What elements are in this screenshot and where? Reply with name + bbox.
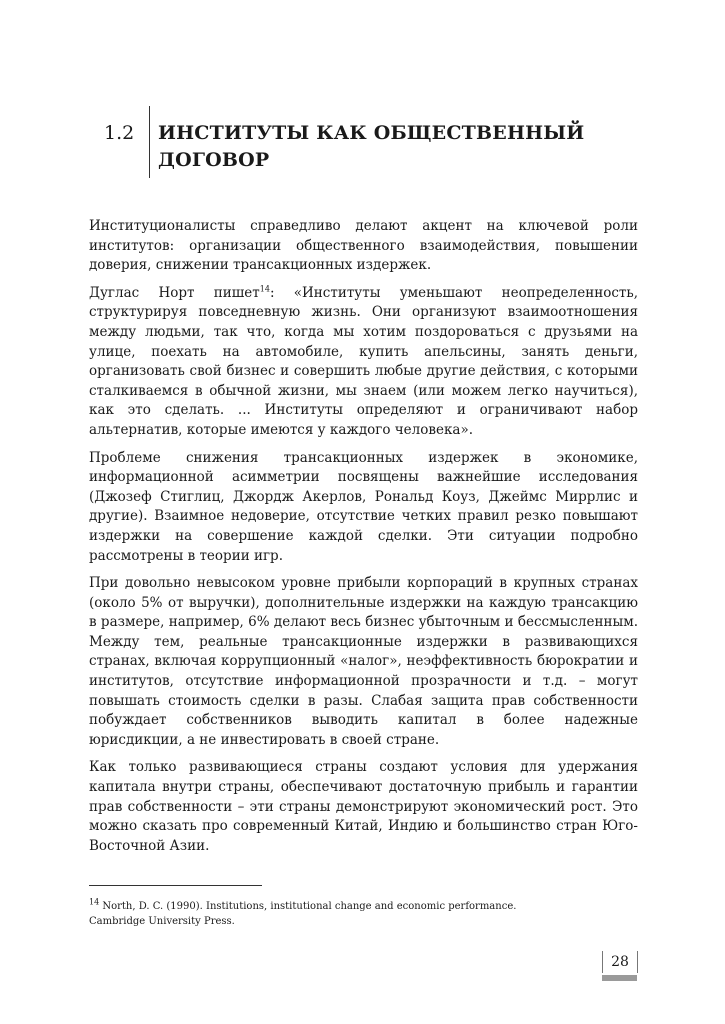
footnote-separator [89, 885, 262, 886]
footnote-marker: 14 [89, 897, 100, 907]
footnote [89, 899, 559, 929]
page-number: 28 [602, 951, 638, 973]
footnote-text: North, D. C. (1990). Institutions, institutional change and economic performance. Cambridge University Press. [89, 901, 517, 927]
paragraph-3: Проблеме снижения трансакционных издержек в экономике, информационной асимметрии посвящены важнейшие исследования (Джозеф Стиглиц, Джордж Акерлов, Рональд Коуз, Джеймс Миррлис и другие). Взаимное недоверие, отсутствие четких правил резко повышают издержки на совершение каждой сделки. Эти ситуации подробно рассмотрены в теории игр. [89, 449, 638, 564]
section-title [158, 120, 618, 174]
paragraph-2-quote: : «Институты уменьшают неопределенность, структурируя повседневную жизнь. Они организуют взаимоотношения между людьми, так что, когда мы хотим поздороваться с друзьями на улице, поехать на автомобиле, купить апельсины, занять деньги, организовать свой бизнес и совершить любые другие действия, с которыми сталкиваемся в обычной жизни, мы знаем (или можем легко научиться), как это сделать. ... Институты определяют и ограничивают набор альтернатив, которые имеются у каждого человека». [89, 284, 638, 438]
page-number-bar [602, 975, 637, 981]
paragraph-2-start: Дуглас Норт пишет [89, 284, 260, 301]
paragraph-5: Как только развивающиеся страны создают условия для удержания капитала внутри страны, обеспечивают достаточную прибыль и гарантии прав собственности – эти страны демонстрируют экономический рост. Это можно сказать про современный Китай, Индию и большинство стран Юго-Восточной Азии. [89, 759, 638, 854]
section-title-line1: ИНСТИТУТЫ КАК ОБЩЕСТВЕННЫЙ [158, 122, 585, 144]
paragraph-2 [89, 284, 638, 441]
section-number: 1.2 [104, 122, 135, 144]
body-text [89, 217, 638, 864]
footnote-reference[interactable]: 14 [259, 284, 270, 294]
heading-divider [149, 106, 150, 178]
section-heading [104, 106, 624, 178]
section-title-line2: ДОГОВОР [158, 149, 270, 171]
paragraph-4: При довольно невысоком уровне прибыли корпораций в крупных странах (около 5% от выручки), дополнительные издержки на каждую трансакцию в размере, например, 6% делают весь бизнес убыточным и бессмысленным. Между тем, реальные трансакционные издержки в развивающихся странах, включая коррупционный «налог», неэффективность бюрократии и институтов, отсутствие информационной прозрачности и т.д. – могут повышать стоимость сделки в разы. Слабая защита прав собственности побуждает собственников выводить капитал в более надежные юрисдикции, а не инвестировать в своей стране. [89, 575, 638, 748]
paragraph-1: Институционалисты справедливо делают акцент на ключевой роли институтов: организации общественного взаимодействия, повышении доверия, снижении трансакционных издержек. [89, 218, 638, 274]
